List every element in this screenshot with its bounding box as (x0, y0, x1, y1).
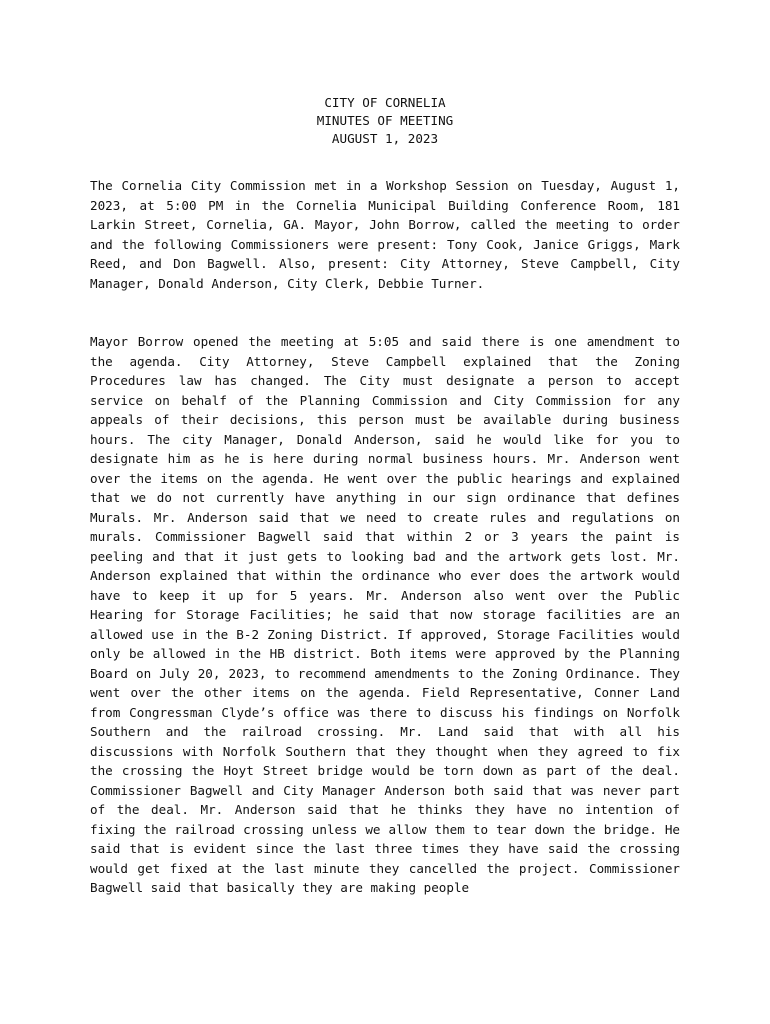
city-name: CITY OF CORNELIA (324, 95, 446, 110)
document-heading (0, 94, 770, 148)
meeting-date: AUGUST 1, 2023 (331, 131, 439, 146)
discussion-paragraph: Mayor Borrow opened the meeting at 5:05 and said there is one amendment to the agenda. City Attorney, Steve Campbell explained that the Zoning Procedures law has changed. The City must designate a person to accept service on behalf of the Planning Commission and City Commission for any appeals of their decisions, this person must be available during business hours. The city Manager, Donald Anderson, said he would like for you to designate him as he is here during normal business hours. Mr. Anderson went over the items on the agenda. He went over the public hearings and explained that we do not currently have anything in our sign ordinance that defines Murals. Mr. Anderson said that we need to create rules and regulations on murals. Commissioner Bagwell said that within 2 or 3 years the paint is peeling and that it just gets to looking bad and the artwork gets lost. Mr. Anderson explained that within the ordinance who ever does the artwork would have to keep it up for 5 years. Mr. Anderson also went over the Public Hearing for Storage Facilities; he said that now storage facilities are an allowed use in the B-2 Zoning District. If approved, Storage Facilities would only be allowed in the HB district. Both items were approved by the Planning Board on July 20, 2023, to recommend amendments to the Zoning Ordinance. They went over the other items on the agenda. Field Representative, Conner Land from Congressman Clyde’s office was there to discuss his findings on Norfolk Southern and the railroad crossing. Mr. Land said that with all his discussions with Norfolk Southern that they thought when they agreed to fix the crossing the Hoyt Street bridge would be torn down as part of the deal. Commissioner Bagwell and City Manager Anderson both said that was never part of the deal. Mr. Anderson said that he thinks they have no intention of fixing the railroad crossing unless we allow them to tear down the bridge. He said that is evident since the last three times they have said the crossing would get fixed at the last minute they cancelled the project. Commissioner Bagwell said that basically they are making people (90, 334, 680, 895)
document-title: MINUTES OF MEETING (316, 113, 454, 128)
attendance-paragraph: The Cornelia City Commission met in a Workshop Session on Tuesday, August 1, 2023, at 5:00 PM in the Cornelia Municipal Building Conference Room, 181 Larkin Street, Cornelia, GA. Mayor, John Borrow, called the meeting to order and the following Commissioners were present: Tony Cook, Janice Griggs, Mark Reed, and Don Bagwell. Also, present: City Attorney, Steve Campbell, City Manager, Donald Anderson, City Clerk, Debbie Turner. (90, 178, 680, 291)
